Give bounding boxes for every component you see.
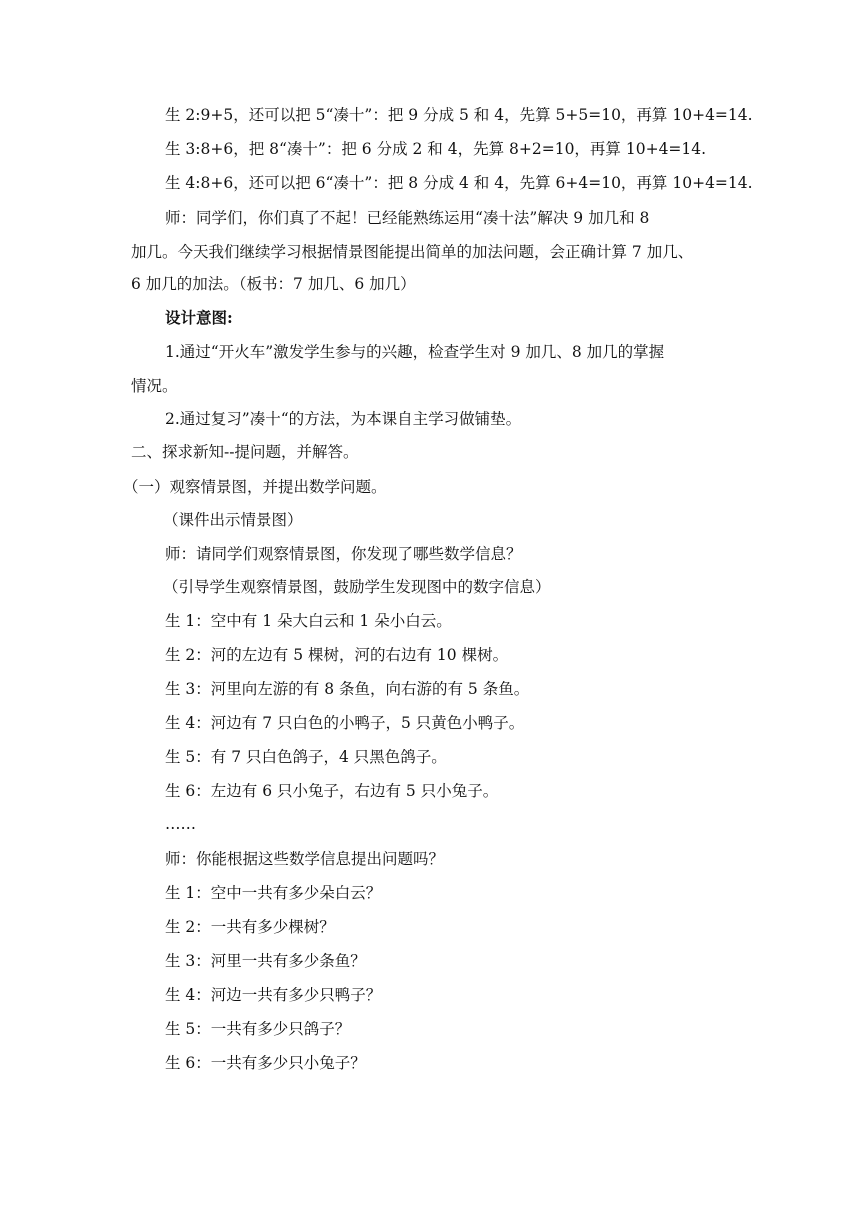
- text-line: 生 1：空中有 1 朵大白云和 1 朵小白云。: [165, 612, 452, 630]
- text-line: 1.通过“开火车”激发学生参与的兴趣，检查学生对 9 加几、8 加几的掌握: [165, 343, 665, 361]
- subsection-heading: （一）观察情景图，并提出数学问题。: [123, 478, 387, 496]
- text-line: 生 6：一共有多少只小兔子？: [165, 1054, 366, 1072]
- text-line: 生 2：一共有多少棵树？: [165, 918, 335, 936]
- text-line: 生 4：河边有 7 只白色的小鸭子，5 只黄色小鸭子。: [165, 714, 525, 732]
- text-line: 生 4:8+6，还可以把 6“凑十”：把 8 分成 4 和 4，先算 6+4=10，再算 10+4=14.: [165, 174, 753, 192]
- text-line: 情况。: [131, 377, 178, 395]
- text-line: 生 2：河的左边有 5 棵树，河的右边有 10 棵树。: [165, 646, 509, 664]
- section-heading: 设计意图:: [165, 308, 233, 327]
- text-line: 生 1：空中一共有多少朵白云？: [165, 884, 382, 902]
- text-line: 师：你能根据这些数学信息提出问题吗？: [165, 850, 445, 868]
- text-line: 生 5：有 7 只白色鸽子，4 只黑色鸽子。: [165, 748, 447, 766]
- text-line: 生 4：河边一共有多少只鸭子？: [165, 986, 382, 1004]
- text-line: 生 5：一共有多少只鸽子？: [165, 1020, 351, 1038]
- text-line: 生 3:8+6，把 8“凑十”：把 6 分成 2 和 4，先算 8+2=10，再算 10+4=14.: [165, 140, 707, 158]
- text-line: （引导学生观察情景图，鼓励学生发现图中的数字信息）: [163, 578, 551, 596]
- text-line: 生 6：左边有 6 只小兔子，右边有 5 只小兔子。: [165, 782, 499, 800]
- text-line: 生 3：河里一共有多少条鱼？: [165, 952, 366, 970]
- text-line: ……: [165, 815, 196, 833]
- text-line: 师：请同学们观察情景图，你发现了哪些数学信息？: [165, 545, 522, 563]
- text-line: 生 3：河里向左游的有 8 条鱼，向右游的有 5 条鱼。: [165, 680, 530, 698]
- text-line: 生 2:9+5，还可以把 5“凑十”：把 9 分成 5 和 4，先算 5+5=10，再算 10+4=14.: [165, 106, 753, 124]
- text-line: （课件出示情景图）: [163, 511, 303, 529]
- text-line: 6 加几的加法。（板书：7 加几、6 加几）: [131, 275, 416, 293]
- text-line: 加几。今天我们继续学习根据情景图能提出简单的加法问题，会正确计算 7 加几、: [131, 243, 694, 261]
- text-line: 2.通过复习”凑十“的方法，为本课自主学习做铺垫。: [165, 410, 522, 428]
- text-line: 师：同学们，你们真了不起！已经能熟练运用“凑十法”解决 9 加几和 8: [165, 209, 650, 227]
- section-heading: 二、探求新知--提问题，并解答。: [131, 443, 359, 461]
